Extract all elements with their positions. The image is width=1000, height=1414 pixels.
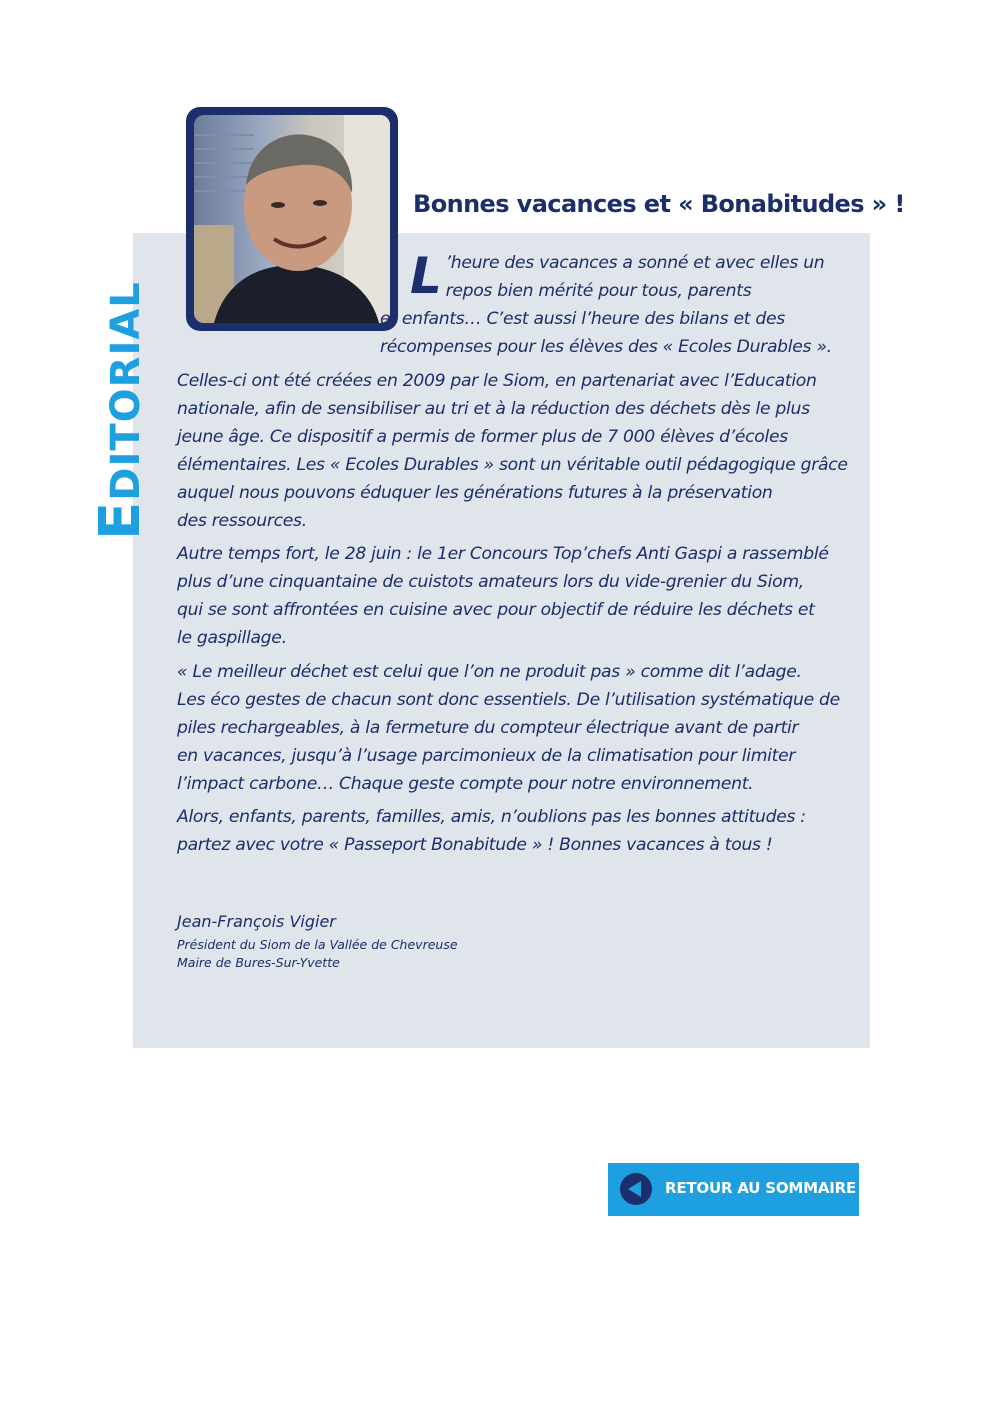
paragraph-line: auquel nous pouvons éduquer les générations futures à la préservation (177, 483, 773, 503)
drop-cap: L (410, 247, 442, 305)
section-label-rest: DITORIAL (103, 281, 149, 501)
paragraph-line: élémentaires. Les « Ecoles Durables » sont un véritable outil pédagogique grâce (177, 455, 848, 475)
paragraph-4 (177, 803, 857, 859)
paragraph-line: Autre temps fort, le 28 juin : le 1er Concours Top’chefs Anti Gaspi a rassemblé (177, 544, 829, 564)
paragraph-line: plus d’une cinquantaine de cuistots amateurs lors du vide-grenier du Siom, (177, 572, 804, 592)
paragraph-line: l’impact carbone… Chaque geste compte pour notre environnement. (177, 774, 754, 794)
intro-line: repos bien mérité pour tous, parents (445, 281, 752, 301)
signature-role: Maire de Bures-Sur-Yvette (177, 955, 340, 970)
paragraph-line: nationale, afin de sensibiliser au tri et à la réduction des déchets dès le plus (177, 399, 810, 419)
author-photo-frame (186, 107, 398, 331)
signature-role: Président du Siom de la Vallée de Chevreuse (177, 937, 458, 952)
paragraph-line: partez avec votre « Passeport Bonabitude » ! Bonnes vacances à tous ! (177, 835, 773, 855)
headline: Bonnes vacances et « Bonabitudes » ! (413, 190, 905, 218)
intro-line: et enfants… C’est aussi l’heure des bilans et des (380, 309, 785, 329)
back-to-contents-button[interactable] (608, 1163, 859, 1216)
back-button-label: RETOUR AU SOMMAIRE (665, 1179, 857, 1197)
intro-paragraph (380, 247, 860, 361)
paragraph-line: des ressources. (177, 511, 307, 531)
paragraph-line: piles rechargeables, à la fermeture du compteur électrique avant de partir (177, 718, 799, 738)
paragraph-line: en vacances, jusqu’à l’usage parcimonieux de la climatisation pour limiter (177, 746, 796, 766)
section-label-editorial (88, 281, 153, 540)
paragraph-line: Celles-ci ont été créées en 2009 par le Siom, en partenariat avec l’Education (177, 371, 817, 391)
paragraph-line: Alors, enfants, parents, familles, amis, n’oublions pas les bonnes attitudes : (177, 807, 806, 827)
author-photo (194, 115, 390, 323)
paragraph-line: qui se sont affrontées en cuisine avec pour objectif de réduire les déchets et (177, 600, 815, 620)
paragraph-line: Les éco gestes de chacun sont donc essentiels. De l’utilisation systématique de (177, 690, 840, 710)
paragraph-line: jeune âge. Ce dispositif a permis de former plus de 7 000 élèves d’écoles (177, 427, 788, 447)
intro-line: ’heure des vacances a sonné et avec elles un (445, 253, 825, 273)
section-label-initial: E (88, 500, 153, 540)
paragraph-line: le gaspillage. (177, 628, 287, 648)
arrow-left-circle-icon (620, 1173, 652, 1205)
paragraph-2 (177, 540, 857, 652)
paragraph-3 (177, 658, 857, 798)
intro-line: récompenses pour les élèves des « Ecoles Durables ». (380, 337, 832, 357)
paragraph-1 (177, 367, 857, 535)
signature-name: Jean-François Vigier (177, 912, 336, 931)
paragraph-line: « Le meilleur déchet est celui que l’on ne produit pas » comme dit l’adage. (177, 662, 802, 682)
